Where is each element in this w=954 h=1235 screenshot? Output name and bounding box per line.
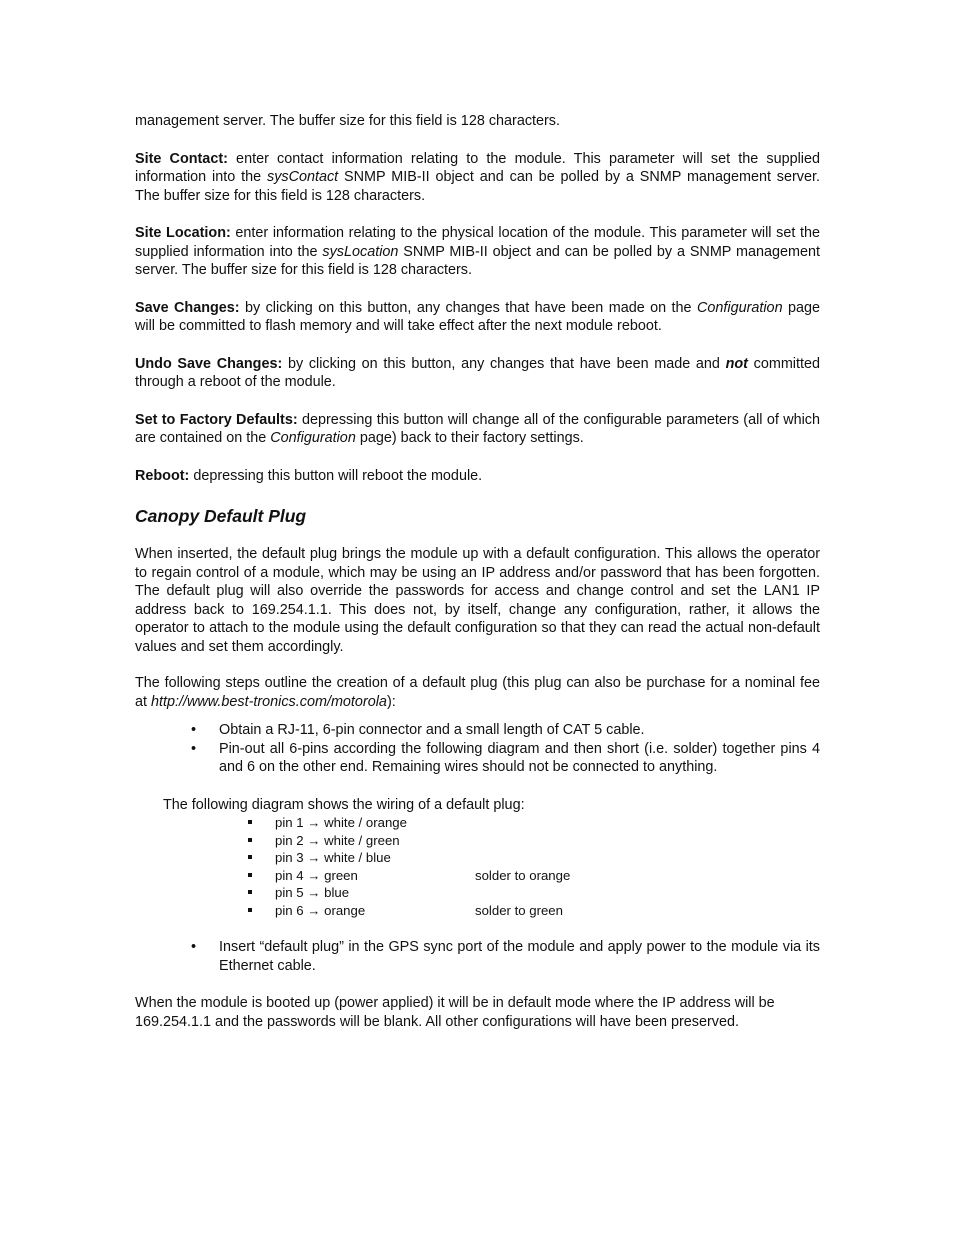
- list-item: pin 2 → white / green: [135, 832, 820, 850]
- paragraph-undo-save: [135, 355, 820, 392]
- term-site-contact: Site Contact:: [135, 150, 228, 167]
- term-save-changes: Save Changes:: [135, 299, 240, 316]
- text: ):: [386, 693, 396, 710]
- term-factory-defaults: Set to Factory Defaults:: [135, 411, 298, 428]
- list-item: pin 1 → white / orange: [135, 814, 820, 832]
- text: by clicking on this button, any changes that have been made and: [282, 355, 726, 372]
- bullet-icon: •: [191, 939, 197, 955]
- emphasis-not: not: [725, 355, 748, 372]
- paragraph-steps: [135, 674, 820, 711]
- steps-list: [135, 721, 820, 777]
- list-item: pin 5 → blue: [135, 884, 820, 902]
- paragraph-factory-defaults: [135, 411, 820, 448]
- term-site-location: Site Location:: [135, 225, 231, 241]
- text: SNMP MIB-II object and can be polled by a SNMP management server. The buffer size for this field is 128 characters.: [135, 169, 820, 204]
- steps-list-continued: [135, 938, 820, 975]
- paragraph-intro: When inserted, the default plug brings the module up with a default configuration. This allows the operator to regain control of a module, which may be using an IP address and/or password that has been forgotten. The default plug will also override the passwords for access and change control and set the LAN1 IP address back to 169.254.1.1. This does not, by itself, change any configuration, rather, it allows the operator to attach to the module using the default configuration so that they can read the actual non-default values and set them accordingly.: [135, 546, 820, 655]
- list-item: • Insert “default plug” in the GPS sync port of the module and apply power to the module via its Ethernet cable.: [191, 939, 820, 974]
- text: The following steps outline the creation of a default plug (this plug can also be purchase for a nominal fee at: [135, 675, 820, 710]
- text: enter information relating to the physical location of the module. This parameter will set the supplied information into the: [135, 225, 820, 260]
- text: depressing this button will change all of the configurable parameters (all of which are contained on the: [135, 411, 820, 446]
- square-bullet-icon: [248, 838, 252, 842]
- text: page) back to their factory settings.: [355, 430, 584, 446]
- paragraph-save-changes: [135, 299, 820, 336]
- paragraph-management-server: management server. The buffer size for this field is 128 characters.: [135, 113, 561, 129]
- term-configuration: Configuration: [270, 430, 356, 446]
- square-bullet-icon: [248, 890, 252, 894]
- bullet-icon: •: [191, 722, 197, 738]
- text: by clicking on this button, any changes that have been made on the: [239, 299, 697, 316]
- term-syslocation: sysLocation: [322, 243, 399, 260]
- text: page will be committed to flash memory and will take effect after the next module reboot.: [135, 299, 821, 334]
- paragraph-site-contact: [135, 150, 820, 206]
- list-item: pin 3 → white / blue: [135, 849, 820, 867]
- text: committed through a reboot of the module.: [135, 355, 821, 390]
- list-item: pin 4 → green solder to orange: [135, 867, 820, 885]
- list-item: pin 6 → orange solder to green: [135, 902, 820, 920]
- url-link: http://www.best-tronics.com/motorola: [151, 693, 387, 710]
- paragraph-site-location: [135, 224, 820, 280]
- bullet-icon: •: [191, 740, 197, 757]
- square-bullet-icon: [248, 908, 252, 912]
- term-reboot: Reboot:: [135, 467, 190, 484]
- list-item: • Obtain a RJ-11, 6-pin connector and a small length of CAT 5 cable.: [191, 722, 645, 738]
- paragraph-reboot: [135, 467, 820, 486]
- diagram-intro: The following diagram shows the wiring of a default plug:: [163, 796, 525, 813]
- term-configuration: Configuration: [696, 299, 783, 316]
- text: depressing this button will reboot the module.: [189, 467, 483, 484]
- term-syscontact: sysContact: [267, 169, 339, 185]
- paragraph-closing: When the module is booted up (power applied) it will be in default mode where the IP address will be 169.254.1.1 and the passwords will be blank. All other configurations will have been preserved.: [135, 995, 775, 1030]
- document-page: [135, 112, 820, 1031]
- square-bullet-icon: [248, 820, 252, 824]
- pin-list: [135, 814, 820, 919]
- section-heading: Canopy Default Plug: [135, 506, 307, 526]
- term-undo-save-changes: Undo Save Changes:: [135, 355, 283, 372]
- list-item: • Pin-out all 6-pins according the following diagram and then short (i.e. solder) together pins 4 and 6 on the other end. Remaining wires should not be connected to anything.: [191, 740, 820, 775]
- text: SNMP MIB-II object and can be polled by a SNMP management server. The buffer size for this field is 128 characters.: [135, 243, 820, 278]
- square-bullet-icon: [248, 855, 252, 859]
- square-bullet-icon: [248, 873, 252, 877]
- text: enter contact information relating to the module. This parameter will set the supplied information into the: [135, 150, 820, 185]
